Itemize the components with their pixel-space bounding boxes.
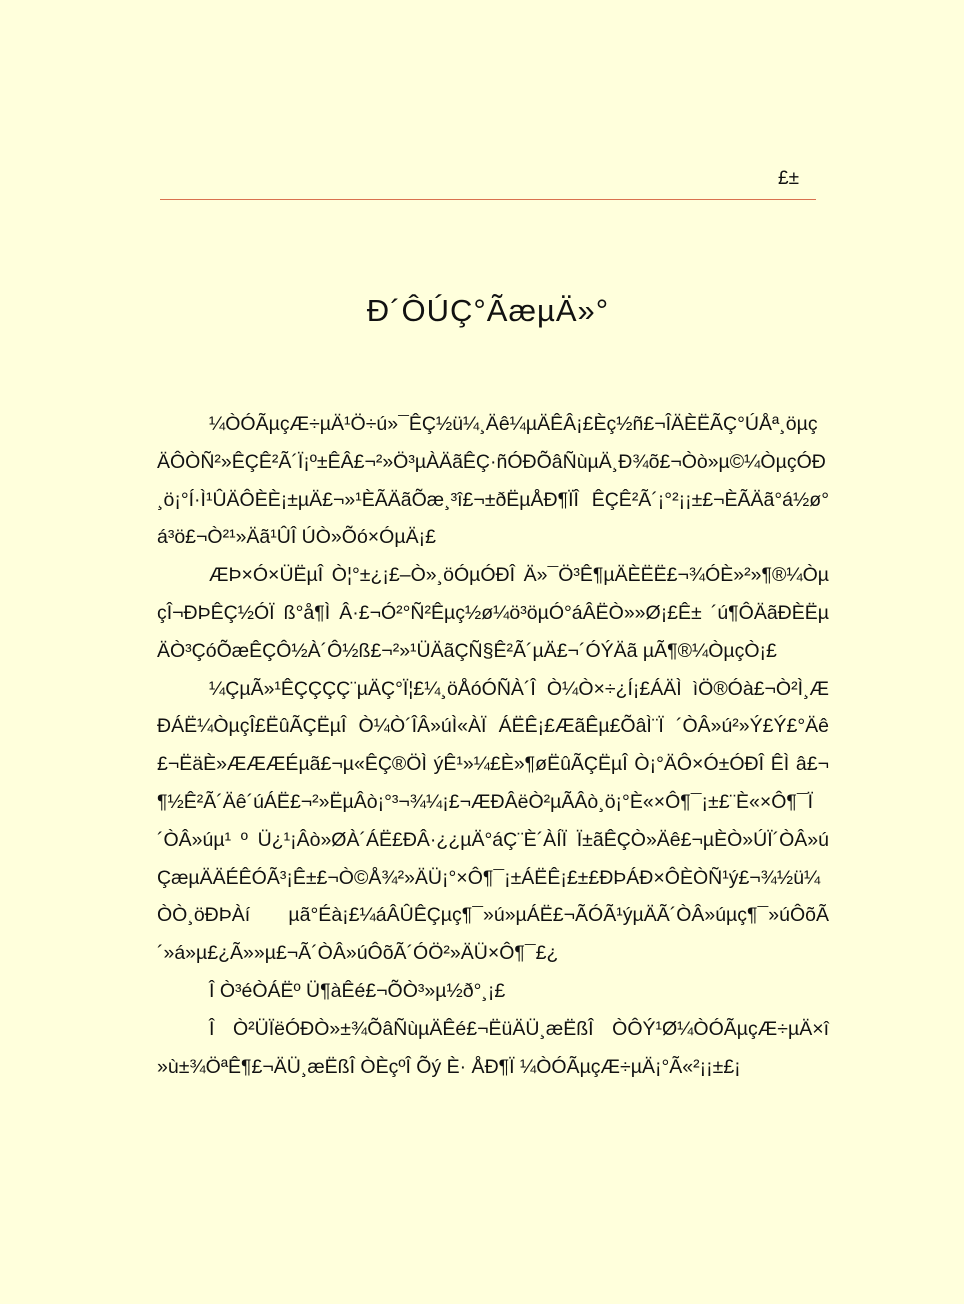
paragraph: ¼ÒÓÃµçÆ÷µÄ¹Ö÷ú»¯ÊÇ½ü¼¸Äê¼µÄÊÂ¡£Èç½ñ£¬ÎÄÈËÃÇ°ÚÅª¸öµçÄÔÒÑ²»ÊÇÊ²Ã´Ï¡º±ÊÂ£¬²»Ö³µÀÄãÊÇ·ñÓÐÕâÑùµÄ¸Ð¾õ£¬Òò»µ©¼ÒµçÓÐ¸ö¡°Í·Ì¹ÛÄÔÈÈ¡±µÄ£¬»¹ÈÃÄãÕæ¸³î£¬±ðËµÅÐ¶ÏÎ ÊÇÊ²Ã´¡°²¡¡±£¬ÈÃÄã°á½ø°á³ö£¬Ò²¹»Äã¹ÛÎ ÚÒ»Õó×ÓµÄ¡£ xyxy=(157,413,829,549)
paragraph: ÆÞ×Ó×ÜËµÎ Ò¦°±¿¡£–Ò»¸öÓµÓÐÎ Ä»¯Ö³Ê¶µÄÈËË£¬¾ÓÈ»²»¶®¼ÒµçÎ¬ÐÞÊÇ½ÓÏ ß°å¶Ì Â·£¬Ó²°Ñ²Êµç½ø¼ö³öµÓ°áÂËÒ»»Ø¡£Ê± ´ú¶ÔÄãÐÈËµÄÒ³ÇóÕæÊÇÔ½À´Ô½ß£¬²»¹ÜÄãÇÑ§Ê²Ã´µÄ£¬´ÓÝÄã µÃ¶®¼ÒµçÒ¡£ xyxy=(157,564,829,662)
paragraph: ¼ÇµÃ»¹ÊÇÇÇÇ¨µÄÇ°Ï¦£¼¸öÅóÓÑÀ´Î Ò¼Ò×÷¿Í¡£ÁÄÌ ìÖ®Óà£¬Ò²Ì¸ÆÐÁË¼ÒµçÎ£ËûÃÇËµÎ Ò¼Ò´ÎÂ»úÌ«ÀÏ ÁËÊ¡£ÆãÊµ£ÕâÌ¨Ï ´ÒÂ»ú²»Ý£Ý£°Äê£¬ËäÈ»ÆÆÆÉµã£¬µ«ÊÇ®ÖÌ ýÊ¹»¼£È»¶øËûÃÇËµÎ Ò¡°ÄÔ×Ó±ÓÐÎ ÊÌ â£¬¶½Ê²Ã´Äê´úÁË£¬²»ËµÂò¡°³¬¾¼¡£¬ÆÐÂëÒ²µÃÂò¸ö¡°È«×Ô¶¯¡±£¨È«×Ô¶¯Ï ´ÒÂ»úµ¹ º Ü¿¹¡Âò»ØÀ´ÁË£ÐÂ·¿¿µÄ°áÇ¨È´ÀÍÏ Ï±ãÊÇÒ»Äê£¬µÈÒ»ÚÏ´ÒÂ»úÇæµÄÄÉÊÓÃ³¡Ê±£¬Ò©Å¾²»ÄÜ¡°×Ô¶¯¡±ÁËÊ¡£±£ÐÞÁÐ×ÔÈÒÑ¹ý£¬¾½ü¼ÒÒ¸öÐÞÀí µã°Éà¡£¼áÂÛÊÇµç¶¯»ú»µÁË£¬ÃÓÃ¹ýµÄÃ´ÒÂ»úµç¶¯»úÔõÃ´»á»µ£¿Ã»»µ£¬Ã´ÒÂ»úÔõÃ´ÓÖ²»ÄÜ×Ô¶¯£¿ xyxy=(157,677,829,965)
paragraph: Î Ò²ÜÏëÓÐÒ»±¾ÕâÑùµÄÊé£¬ËüÄÜ¸æËßÎ ÒÔÝ¹Ø¼ÒÓÃµçÆ÷µÄ×î »ù±¾ÖªÊ¶£¬ÄÜ¸æËßÎ ÒÈçºÎ Õý È· ÅÐ¶Ï ¼ÒÓÃµçÆ÷µÄ¡°Ã«²¡¡±£¡ xyxy=(157,1017,829,1078)
paragraph: Î Ò³éÒÁËº Ü¶àÊé£¬ÕÒ³»µ½ð°¸¡£ xyxy=(209,979,506,1002)
chapter-title: Ð´ÔÚÇ°ÃæµÄ»° xyxy=(366,293,610,328)
header-rule xyxy=(160,199,816,200)
page-number: £± xyxy=(778,168,799,189)
body-text xyxy=(157,406,829,1086)
